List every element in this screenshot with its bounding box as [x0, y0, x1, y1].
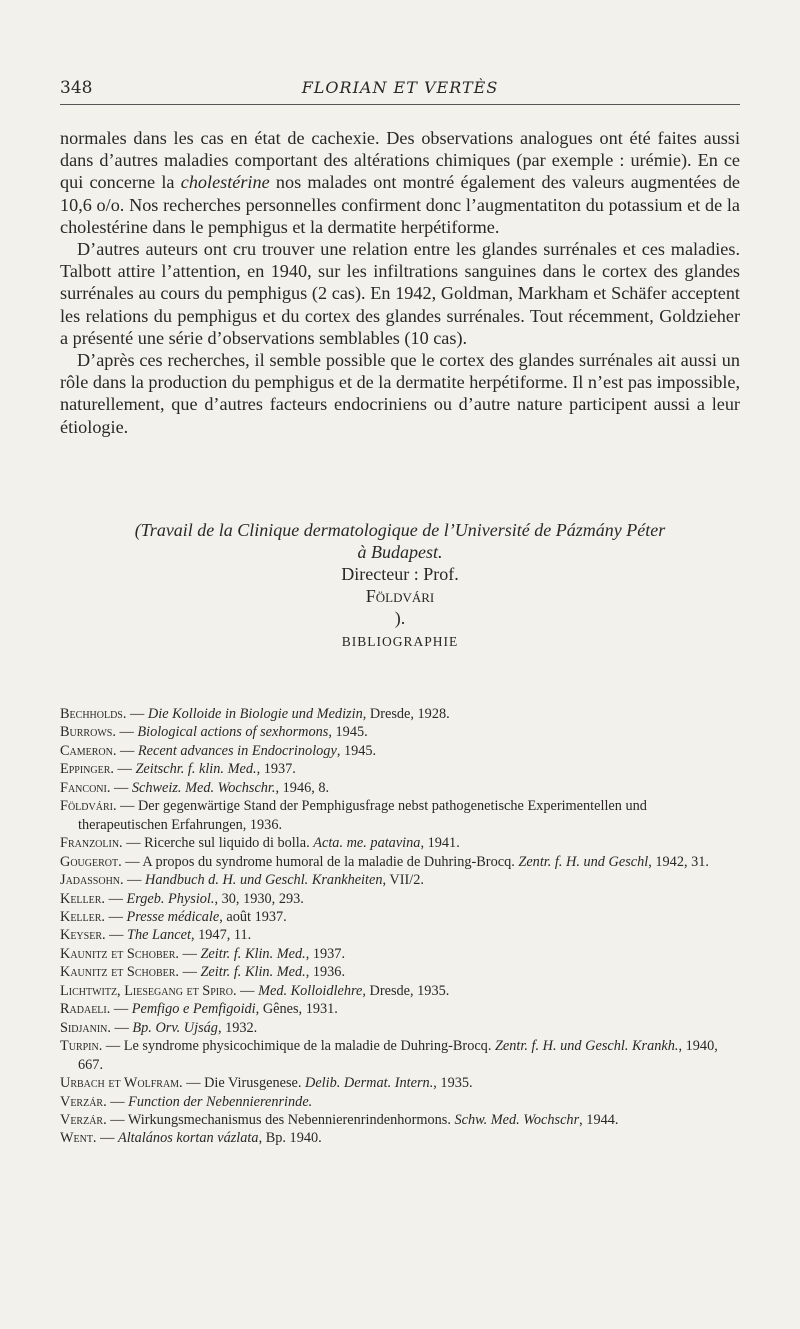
reference-author: Kaunitz et Schober. — [60, 945, 179, 962]
bibliography-entry — [60, 1093, 740, 1111]
reference-text: Der gegenwärtige Stand der Pemphigusfrage nebst pathogenetische Experimentellen und therapeutischen Erfahrungen, 1936. — [78, 798, 647, 833]
reference-author: Földvári. — [60, 798, 117, 815]
emphasis-cholesterine: cholestérine — [180, 172, 270, 193]
reference-text: Le syndrome physicochimique de la maladie de Duhring-Brocq. — [123, 1038, 495, 1055]
reference-separator: — — [121, 853, 143, 870]
reference-author: Verzár. — [60, 1111, 107, 1128]
bibliography-entry — [60, 871, 740, 889]
reference-title: Zeitschr. f. klin. Med. — [135, 761, 257, 778]
paragraph-2: D’autres auteurs ont cru trouver une relation entre les glandes surrénales et ces maladies. Talbott attire l’attention, en 1940, sur les infiltrations sanguines dans le cortex des glandes surrénales au cours du pemphigus (2 cas). En 1942, Goldman, Markham et Schäfer acceptent les relations du pemphigus et du cortex des glandes surrénales. Tout récemment, Goldzieher a présenté une série d’observations semblables (10 cas). — [60, 239, 740, 348]
reference-title: Schw. Med. Wochschr — [454, 1111, 580, 1128]
reference-title: Med. Kolloidlehre — [258, 982, 363, 999]
reference-author: Went. — [60, 1130, 97, 1147]
reference-details: , août 1937. — [219, 908, 287, 925]
reference-author: Keller. — [60, 890, 106, 907]
reference-title: Delib. Dermat. Intern. — [305, 1075, 434, 1092]
reference-details: , Gênes, 1931. — [255, 1001, 338, 1018]
bibliography-entry — [60, 723, 740, 741]
reference-details: , 1937. — [305, 945, 346, 962]
reference-text: Wirkungsmechanismus des Nebennierenrindenhormons. — [127, 1111, 455, 1128]
bibliography-heading: BIBLIOGRAPHIE — [341, 634, 459, 649]
reference-details: , 1940, 667. — [78, 1038, 718, 1073]
bibliography-entry — [60, 797, 740, 834]
reference-title: The Lancet — [127, 927, 191, 944]
reference-separator: — — [113, 761, 136, 778]
bibliography-entry — [60, 853, 740, 871]
reference-title: Zeitr. f. Klin. Med. — [200, 964, 306, 981]
bibliography-entry — [60, 1019, 740, 1037]
reference-separator: — — [115, 724, 138, 741]
bibliography-entry — [60, 963, 740, 981]
reference-title: Zeitr. f. Klin. Med. — [200, 945, 306, 962]
affiliation-city: à Budapest. — [357, 542, 443, 562]
reference-separator: — — [110, 1019, 133, 1036]
bibliography-entry — [60, 705, 740, 723]
reference-details: , 1936. — [305, 964, 346, 981]
bibliography-entry — [60, 945, 740, 963]
article-body — [60, 127, 740, 438]
bibliography-entry — [60, 779, 740, 797]
reference-text: Ricerche sul liquido di bolla. — [144, 835, 314, 852]
reference-author: Eppinger. — [60, 761, 114, 778]
reference-separator: — — [110, 1001, 132, 1018]
reference-author: Sidjanin. — [60, 1019, 111, 1036]
page-number: 348 — [60, 78, 93, 98]
reference-details: , 1946, 8. — [275, 779, 330, 796]
director-name: Földvári — [365, 586, 435, 606]
reference-separator: — — [126, 706, 148, 722]
reference-separator: — — [105, 927, 128, 944]
paragraph-1: normales dans les cas en état de cachexie. Des observations analogues ont été faites aussi dans d’autres maladies comportant des altérations chimiques (par exemple : urémie). En ce qui concerne la cholestérine nos malades ont montré également des valeurs augmentées de 10,6 o/o. Nos recherches personnelles confirment donc l’augmentatiton du potassium et de la cholestérine dans le pemphigus et la dermatite herpétiforme. — [60, 128, 740, 237]
reference-details: , VII/2. — [382, 872, 424, 889]
bibliography-entry — [60, 1129, 740, 1147]
reference-separator: — — [110, 779, 132, 796]
reference-separator: — — [105, 908, 127, 925]
reference-details: , Dresde, 1928. — [362, 706, 450, 722]
bibliography-list — [60, 705, 740, 1148]
reference-details: , 1945. — [336, 742, 377, 759]
reference-title: Die Kolloide in Biologie und Medizin — [147, 706, 363, 722]
reference-details: , 1945. — [328, 724, 368, 741]
reference-details: , 1942, 31. — [648, 853, 709, 870]
reference-title: Presse médicale — [126, 908, 220, 925]
reference-separator: — — [116, 798, 138, 815]
reference-author: Jadassohn. — [60, 872, 124, 889]
reference-author: Bechholds. — [60, 706, 127, 722]
reference-author: Gougerot. — [60, 853, 122, 870]
bibliography-entry — [60, 890, 740, 908]
reference-separator: — — [179, 964, 201, 981]
reference-author: Keyser. — [60, 927, 106, 944]
reference-details: , 30, 1930, 293. — [214, 890, 304, 907]
reference-author: Cameron. — [60, 742, 117, 759]
bibliography-entry — [60, 1111, 740, 1129]
reference-details: , 1941. — [420, 835, 460, 852]
reference-author: Verzár. — [60, 1093, 107, 1110]
bibliography-entry — [60, 982, 740, 1000]
reference-title: Schweiz. Med. Wochschr. — [131, 779, 276, 796]
bibliography-entry — [60, 926, 740, 944]
reference-title: Recent advances in Endocrinology — [137, 742, 337, 759]
bibliography-entry — [60, 1037, 740, 1074]
reference-details: , Dresde, 1935. — [362, 982, 450, 999]
page-header — [60, 74, 740, 105]
reference-text: Die Virusgenese. — [204, 1075, 306, 1092]
reference-separator: — — [106, 1093, 129, 1110]
reference-separator: — — [105, 890, 127, 907]
reference-title: Zentr. f. H. und Geschl. Krankh. — [494, 1038, 679, 1055]
reference-author: Kaunitz et Schober. — [60, 964, 179, 981]
running-head: FLORIAN ET VERTÈS — [301, 78, 499, 97]
bibliography-entry — [60, 1074, 740, 1092]
reference-author: Urbach et Wolfram. — [60, 1075, 183, 1092]
reference-details: , 1935. — [433, 1075, 473, 1092]
reference-separator: — — [122, 835, 145, 852]
reference-title: Biological actions of sexhormons — [137, 724, 329, 741]
reference-author: Fanconi. — [60, 779, 111, 796]
bibliography-entry — [60, 834, 740, 852]
reference-details: , 1947, 11. — [190, 927, 252, 944]
paragraph-3: D’après ces recherches, il semble possible que le cortex des glandes surrénales ait aussi un rôle dans la production du pemphigus et de la dermatite herpétiforme. Il n’est pas impossible, naturellement, que d’autres facteurs endocriniens ou d’autre nature participent aussi a leur étiologie. — [60, 350, 740, 437]
reference-separator: — — [102, 1038, 124, 1055]
reference-separator: — — [116, 742, 138, 759]
bibliography-entry — [60, 742, 740, 760]
reference-separator: — — [179, 945, 201, 962]
reference-title: Zentr. f. H. und Geschl — [518, 853, 649, 870]
reference-separator: — — [236, 982, 259, 999]
reference-author: Turpin. — [60, 1038, 103, 1055]
reference-title: Acta. me. patavina — [313, 835, 421, 852]
affiliation-line-1: (Travail de la Clinique dermatologique de l’Université de Pázmány Péter — [134, 520, 666, 540]
bibliography-entry — [60, 1000, 740, 1018]
reference-title: Ergeb. Physiol. — [126, 890, 215, 907]
reference-author: Burrows. — [60, 724, 116, 741]
reference-title: Handbuch d. H. und Geschl. Krankheiten — [145, 872, 383, 889]
reference-separator: — — [106, 1111, 128, 1128]
reference-title: Bp. Orv. Ujság — [132, 1019, 218, 1036]
reference-separator: — — [182, 1075, 205, 1092]
affiliation-note: (Travail de la Clinique dermatologique de l’Université de Pázmány Péter à Budapest. Directeur : Prof. Földvári ). — [60, 519, 740, 629]
bibliography-entry — [60, 908, 740, 926]
reference-details: , 1932. — [217, 1019, 258, 1036]
reference-details: , 1937. — [256, 761, 296, 778]
reference-title: Function der Nebennierenrinde. — [128, 1093, 313, 1110]
reference-author: Franzolin. — [60, 835, 123, 852]
reference-title: Altalános kortan vázlata — [117, 1130, 259, 1147]
reference-author: Radaeli. — [60, 1001, 111, 1018]
bibliography-entry — [60, 760, 740, 778]
reference-author: Keller. — [60, 908, 106, 925]
reference-text: A propos du syndrome humoral de la maladie de Duhring-Brocq. — [142, 853, 519, 870]
reference-separator: — — [96, 1130, 118, 1147]
reference-separator: — — [123, 872, 146, 889]
reference-details: , 1944. — [579, 1111, 619, 1128]
reference-details: , Bp. 1940. — [258, 1130, 322, 1147]
reference-title: Pemfigo e Pemfigoidi — [131, 1001, 256, 1018]
reference-author: Lichtwitz, Liesegang et Spiro. — [60, 982, 237, 999]
